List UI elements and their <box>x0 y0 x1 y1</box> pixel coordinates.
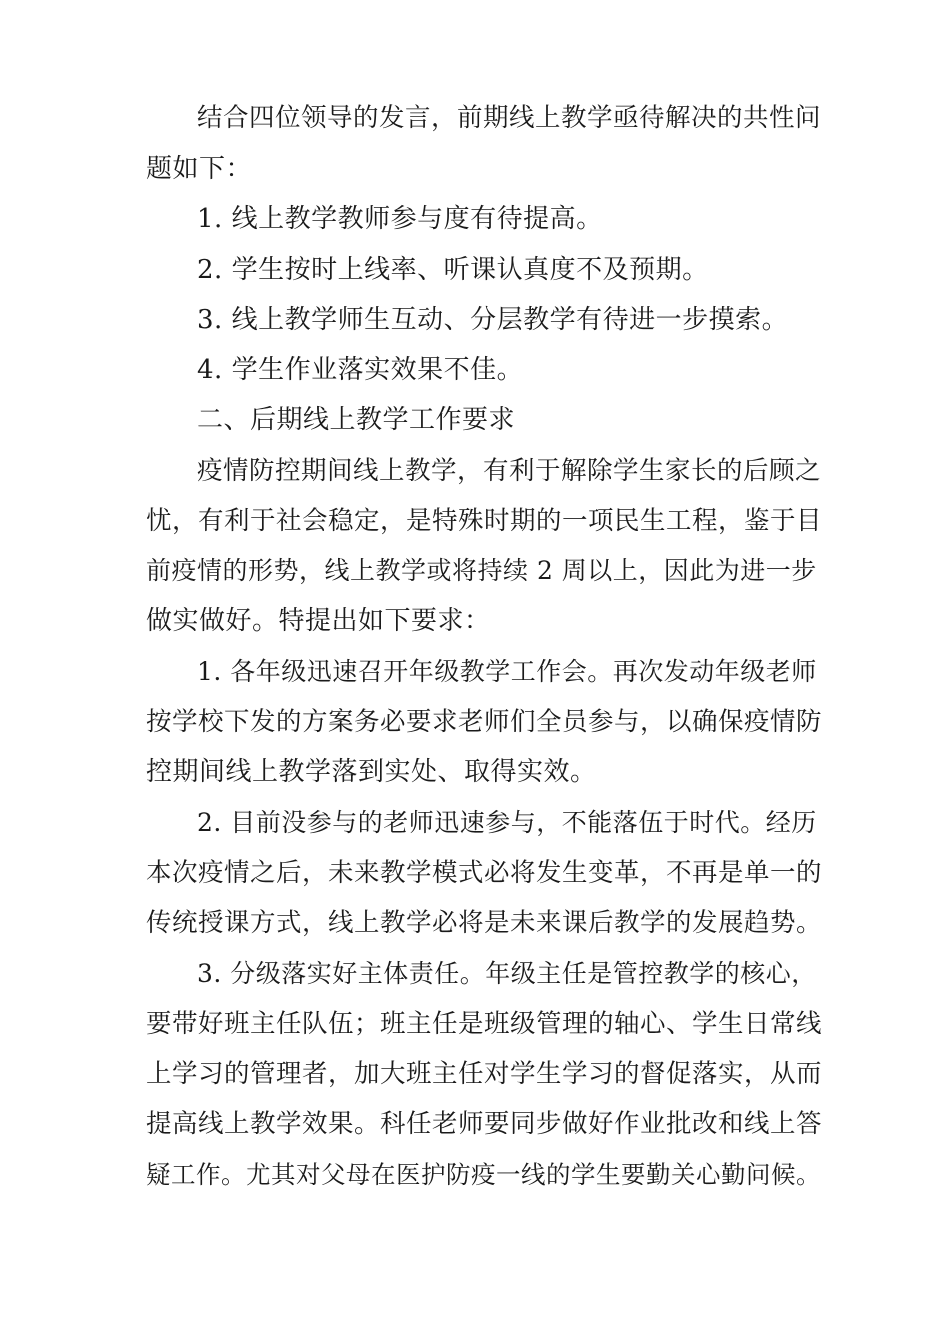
section-heading: 二、后期线上教学工作要求 <box>197 405 516 435</box>
text-line: 忧，有利于社会稳定，是特殊时期的一项民生工程，鉴于目 <box>146 506 823 536</box>
text-line: 控期间线上教学落到实处、取得实效。 <box>146 757 597 787</box>
text-line: 要带好班主任队伍；班主任是班级管理的轴心、学生日常线 <box>146 1009 823 1039</box>
text-line: 题如下： <box>146 154 253 184</box>
text-line: 疫情防控期间线上教学，有利于解除学生家长的后顾之 <box>197 456 822 486</box>
list-item: 1. 线上教学教师参与度有待提高。 <box>197 204 603 234</box>
text-line: 前疫情的形势，线上教学或将持续 2 周以上，因此为进一步 <box>146 556 817 585</box>
text-line: 疑工作。尤其对父母在医护防疫一线的学生要勤关心勤问候。 <box>146 1160 821 1189</box>
text-line: 2. 目前没参与的老师迅速参与，不能落伍于时代。经历 <box>197 808 817 837</box>
list-item: 3. 线上教学师生互动、分层教学有待进一步摸索。 <box>197 305 789 335</box>
text-line: 1. 各年级迅速召开年级教学工作会。再次发动年级老师 <box>197 657 817 686</box>
text-line: 本次疫情之后，未来教学模式必将发生变革，不再是单一的 <box>146 858 823 888</box>
text-line: 3. 分级落实好主体责任。年级主任是管控教学的核心， <box>197 959 817 988</box>
text-line: 结合四位领导的发言，前期线上教学亟待解决的共性问 <box>197 103 822 133</box>
list-item: 4. 学生作业落实效果不佳。 <box>197 355 524 385</box>
text-line: 提高线上教学效果。科任老师要同步做好作业批改和线上答 <box>146 1109 823 1139</box>
text-line: 按学校下发的方案务必要求老师们全员参与，以确保疫情防 <box>146 707 823 737</box>
text-line: 上学习的管理者，加大班主任对学生学习的督促落实，从而 <box>146 1059 823 1089</box>
list-item: 2. 学生按时上线率、听课认真度不及预期。 <box>197 255 709 285</box>
text-line: 传统授课方式，线上教学必将是未来课后教学的发展趋势。 <box>146 908 823 938</box>
text-line: 做实做好。特提出如下要求： <box>146 606 491 636</box>
